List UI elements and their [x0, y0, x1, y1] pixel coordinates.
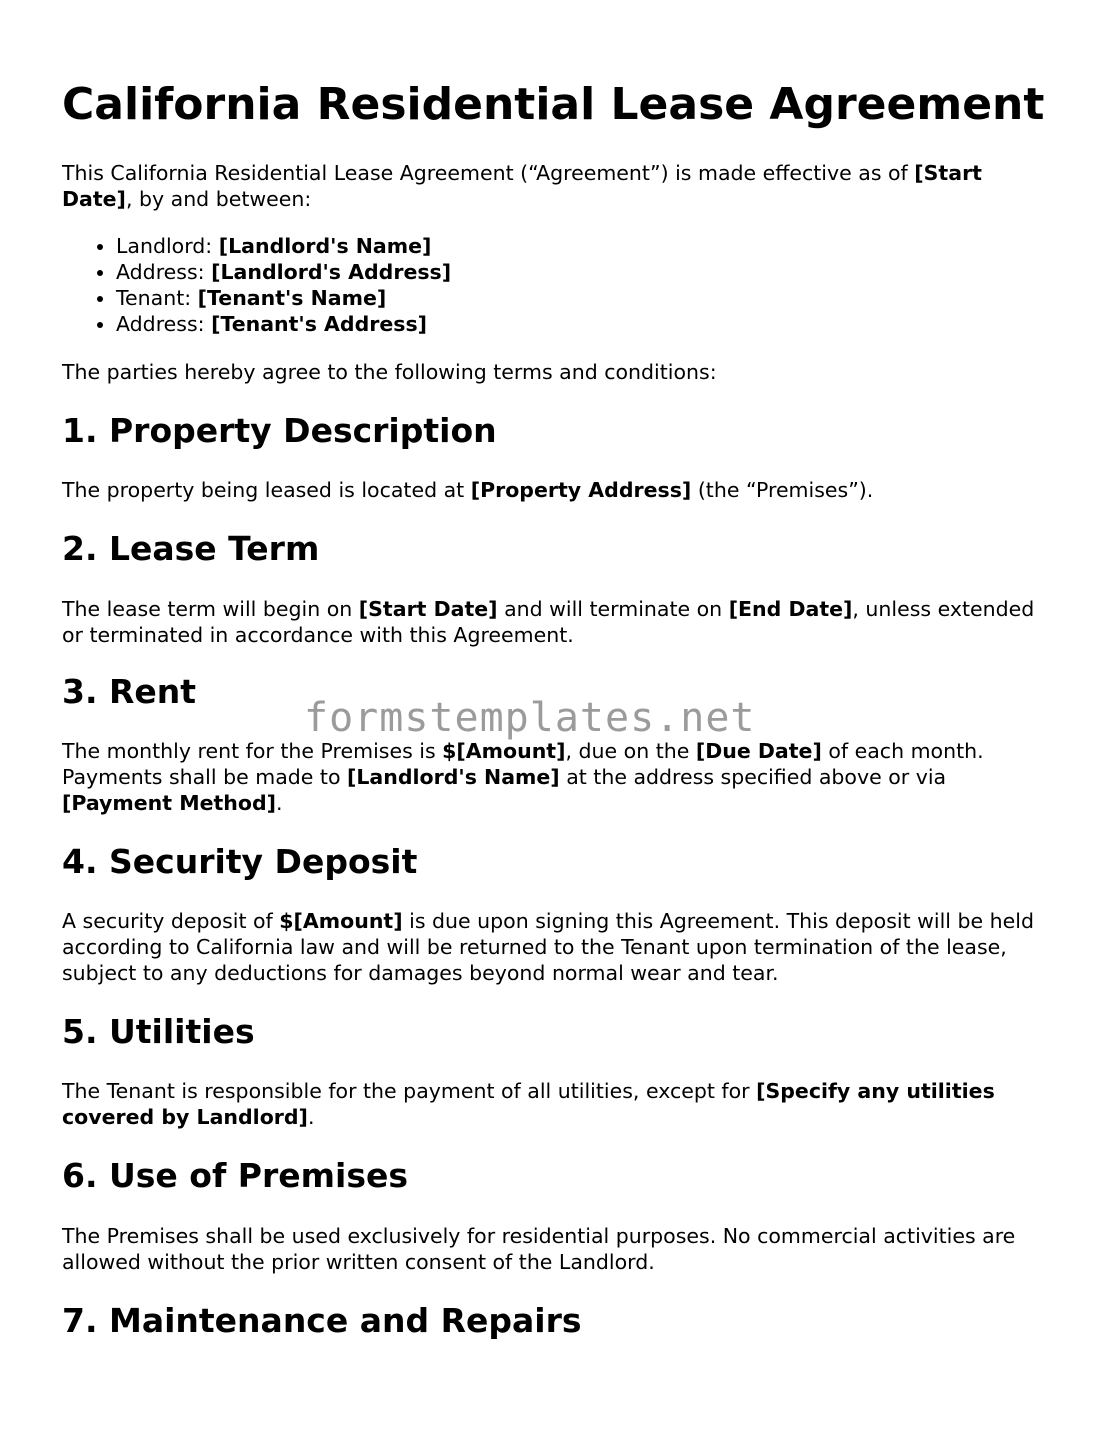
section-heading-rent: 3. Rent — [62, 672, 197, 711]
text-span: (the “Premises”). — [691, 478, 874, 502]
text-span: , unless extended or terminated in accordance with this Agreement. — [62, 597, 1035, 647]
party-value: [Tenant's Name] — [197, 286, 387, 310]
text-span: The monthly rent for the Premises is — [62, 739, 443, 763]
watermark-text: formstemplates.net — [304, 695, 756, 741]
placeholder-deposit-amount: $[Amount] — [279, 909, 403, 933]
text-span: . — [276, 791, 283, 815]
document-title: California Residential Lease Agreement — [62, 79, 1045, 130]
deposit-paragraph — [62, 908, 1052, 986]
parties-list — [62, 233, 451, 337]
intro-start-date: [Start Date] — [62, 161, 982, 211]
party-item — [116, 285, 451, 311]
text-span: , due on the — [565, 739, 696, 763]
text-span: of each month. Payments shall be made to — [62, 739, 984, 789]
party-item — [116, 259, 451, 285]
placeholder-end-date: [End Date] — [728, 597, 853, 621]
intro-tail: , by and between: — [125, 187, 312, 211]
rent-paragraph — [62, 738, 1052, 816]
text-span: A security deposit of — [62, 909, 280, 933]
section-heading-maintenance: 7. Maintenance and Repairs — [62, 1301, 582, 1340]
placeholder-payment-method: [Payment Method] — [62, 791, 277, 815]
party-label: Landlord: — [116, 234, 219, 258]
section-heading-deposit: 4. Security Deposit — [62, 842, 418, 881]
party-item — [116, 233, 451, 259]
section-heading-term: 2. Lease Term — [62, 529, 320, 568]
text-span: The Tenant is responsible for the payment of all utilities, except for — [62, 1079, 757, 1103]
party-item — [116, 311, 451, 337]
term-paragraph — [62, 596, 1052, 648]
text-span: The property being leased is located at — [62, 478, 471, 502]
party-label: Tenant: — [116, 286, 198, 310]
party-value: [Tenant's Address] — [211, 312, 428, 336]
text-span: at the address specified above or via — [559, 765, 947, 789]
text-span: is due upon signing this Agreement. This deposit will be held according to California law and will be returned to the Tenant upon termination of the lease, subject to any deductions for damages beyond normal wear and tear. — [62, 909, 1034, 985]
section-heading-property: 1. Property Description — [62, 411, 497, 450]
utilities-paragraph — [62, 1078, 1052, 1130]
placeholder-start-date: [Start Date] — [358, 597, 498, 621]
placeholder-due-date: [Due Date] — [695, 739, 822, 763]
text-span: and will terminate on — [497, 597, 729, 621]
text-span: . — [307, 1105, 315, 1129]
section-heading-use: 6. Use of Premises — [62, 1156, 409, 1195]
party-value: [Landlord's Name] — [218, 234, 432, 258]
placeholder-utilities: [Specify any utilities covered by Landlord] — [62, 1079, 995, 1129]
party-value: [Landlord's Address] — [211, 260, 452, 284]
intro-text: This California Residential Lease Agreement (“Agreement”) is made effective as of — [62, 161, 915, 185]
placeholder-rent-amount: $[Amount] — [442, 739, 566, 763]
property-paragraph — [62, 477, 1052, 503]
agree-paragraph: The parties hereby agree to the following terms and conditions: — [62, 360, 717, 384]
party-label: Address: — [116, 260, 212, 284]
use-paragraph: The Premises shall be used exclusively for residential purposes. No commercial activities are allowed without the prior written consent of the Landlord. — [62, 1224, 1016, 1274]
party-label: Address: — [116, 312, 212, 336]
placeholder-landlord-name: [Landlord's Name] — [347, 765, 560, 789]
placeholder-property-address: [Property Address] — [470, 478, 692, 502]
intro-paragraph — [62, 160, 1052, 212]
section-heading-utilities: 5. Utilities — [62, 1012, 255, 1051]
text-span: The lease term will begin on — [62, 597, 359, 621]
